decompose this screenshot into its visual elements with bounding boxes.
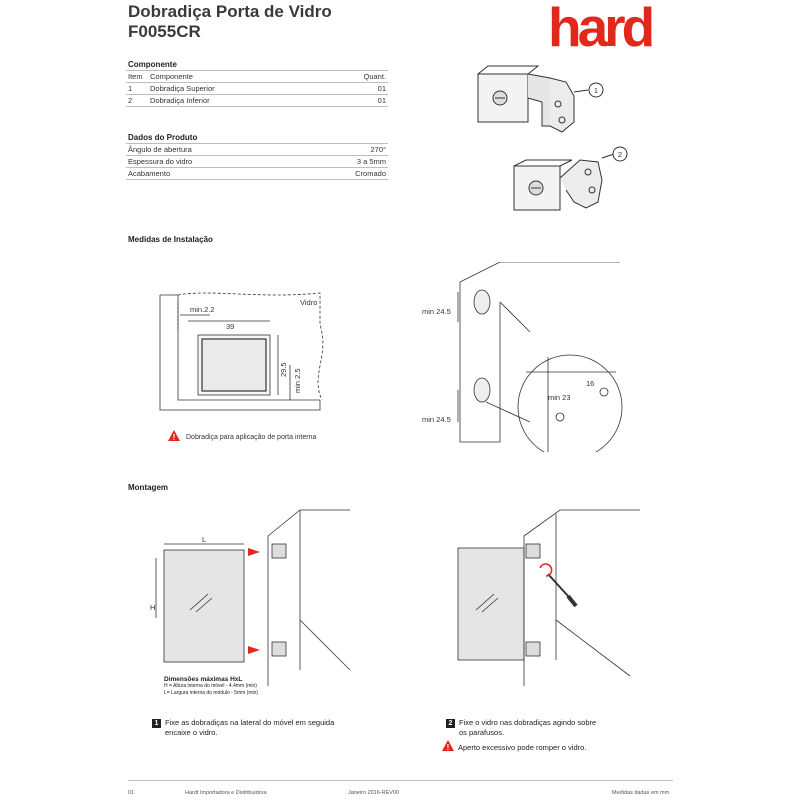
warning-text: Dobradiça para aplicação de porta interna xyxy=(186,434,317,441)
step-2-number: 2 xyxy=(446,719,455,728)
warning-icon xyxy=(442,740,454,752)
assembly-drawing-right xyxy=(450,500,650,690)
footer-divider xyxy=(128,780,673,781)
step-1 xyxy=(152,718,412,738)
d16-label: 16 xyxy=(586,379,595,388)
col-componente: Componente xyxy=(150,72,193,81)
callout-2-label: 2 xyxy=(617,150,623,159)
assembly-drawing-left xyxy=(140,500,370,690)
row-item: 1 xyxy=(128,84,133,93)
dims-title: Dimensões máximas HxL xyxy=(164,676,243,683)
table-row xyxy=(126,95,388,107)
dims-h: H = Altura interna do móvel - 4.4mm (min) xyxy=(164,683,257,689)
row-name: Dobradiça Inferior xyxy=(150,96,210,105)
col-item: Item xyxy=(128,72,143,81)
instalacao-heading: Medidas de Instalação xyxy=(128,235,213,244)
row-label: Espessura do vidro xyxy=(128,157,193,166)
callout-1 xyxy=(589,83,603,97)
step-2-line-1: Fixe o vidro nas dobradiças agindo sobre xyxy=(459,718,597,727)
vidro-label: Vidro xyxy=(300,298,318,307)
row-name: Dobradiça Superior xyxy=(150,84,215,93)
min25-label: min 2.5 xyxy=(293,368,302,393)
col-quant: Quant. xyxy=(363,72,386,81)
svg-text:!: ! xyxy=(172,433,176,442)
min245-top-label: min 24.5 xyxy=(422,307,451,316)
row-label: Acabamento xyxy=(128,169,171,178)
page-title xyxy=(128,2,332,42)
table-row xyxy=(126,144,388,156)
footer-company: Hardt Importadora e Distribuidora xyxy=(185,790,267,796)
row-label: Ângulo de abertura xyxy=(128,145,192,154)
montagem-heading: Montagem xyxy=(128,483,168,492)
footer-note: Medidas dadas em mm xyxy=(612,790,670,796)
componente-heading: Componente xyxy=(128,60,177,69)
step-2-warning: Aperto excessivo pode romper o vidro. xyxy=(458,743,587,752)
table-row xyxy=(126,83,388,95)
step-1-line-1: Fixe as dobradiças na lateral do móvel em seguida xyxy=(165,718,335,727)
row-value: 270° xyxy=(370,145,386,154)
row-item: 2 xyxy=(128,96,133,105)
product-illustration xyxy=(470,62,630,222)
height-295-label: 29.5 xyxy=(279,362,288,377)
min245-bottom-label: min 24.5 xyxy=(422,415,451,424)
table-row xyxy=(126,156,388,168)
callout-1-label: 1 xyxy=(593,86,599,95)
step-1-number: 1 xyxy=(152,719,161,728)
table-header-row xyxy=(126,71,388,83)
dim-L-label: L xyxy=(202,535,207,544)
min23-label: min 23 xyxy=(548,393,571,402)
installation-drawing-left xyxy=(150,285,340,430)
componente-table xyxy=(126,70,388,107)
lower-hinge-drawing xyxy=(514,154,614,210)
svg-text:!: ! xyxy=(446,743,450,752)
warning-icon xyxy=(168,430,180,442)
footer-date: Janeiro 2016-REV00 xyxy=(348,790,400,796)
row-value: 3 a 5mm xyxy=(356,157,386,166)
step-2 xyxy=(446,718,686,738)
logo-text: hard xyxy=(548,2,652,52)
footer-page: 01 xyxy=(128,790,135,796)
title-line-1: Dobradiça Porta de Vidro xyxy=(128,2,332,21)
table-row xyxy=(126,168,388,180)
row-qty: 01 xyxy=(377,96,386,105)
width-39-label: 39 xyxy=(226,322,235,331)
title-line-2: F0055CR xyxy=(128,22,201,41)
row-value: Cromado xyxy=(355,169,386,178)
row-qty: 01 xyxy=(377,84,386,93)
upper-hinge-drawing xyxy=(478,66,588,132)
dims-l: L= Largura interna do módulo - 5mm (min) xyxy=(164,690,259,696)
max-dimensions-block xyxy=(164,676,258,697)
dados-table xyxy=(126,143,388,180)
step-2-line-2: os parafusos. xyxy=(459,728,505,737)
dim-H-label: H xyxy=(150,603,156,612)
hard-logo xyxy=(548,2,670,52)
dados-heading: Dados do Produto xyxy=(128,133,198,142)
step-1-line-2: encaixe o vidro. xyxy=(165,728,218,737)
installation-drawing-right xyxy=(420,262,650,452)
callout-2 xyxy=(613,147,627,161)
min22-label: min.2.2 xyxy=(190,305,215,314)
